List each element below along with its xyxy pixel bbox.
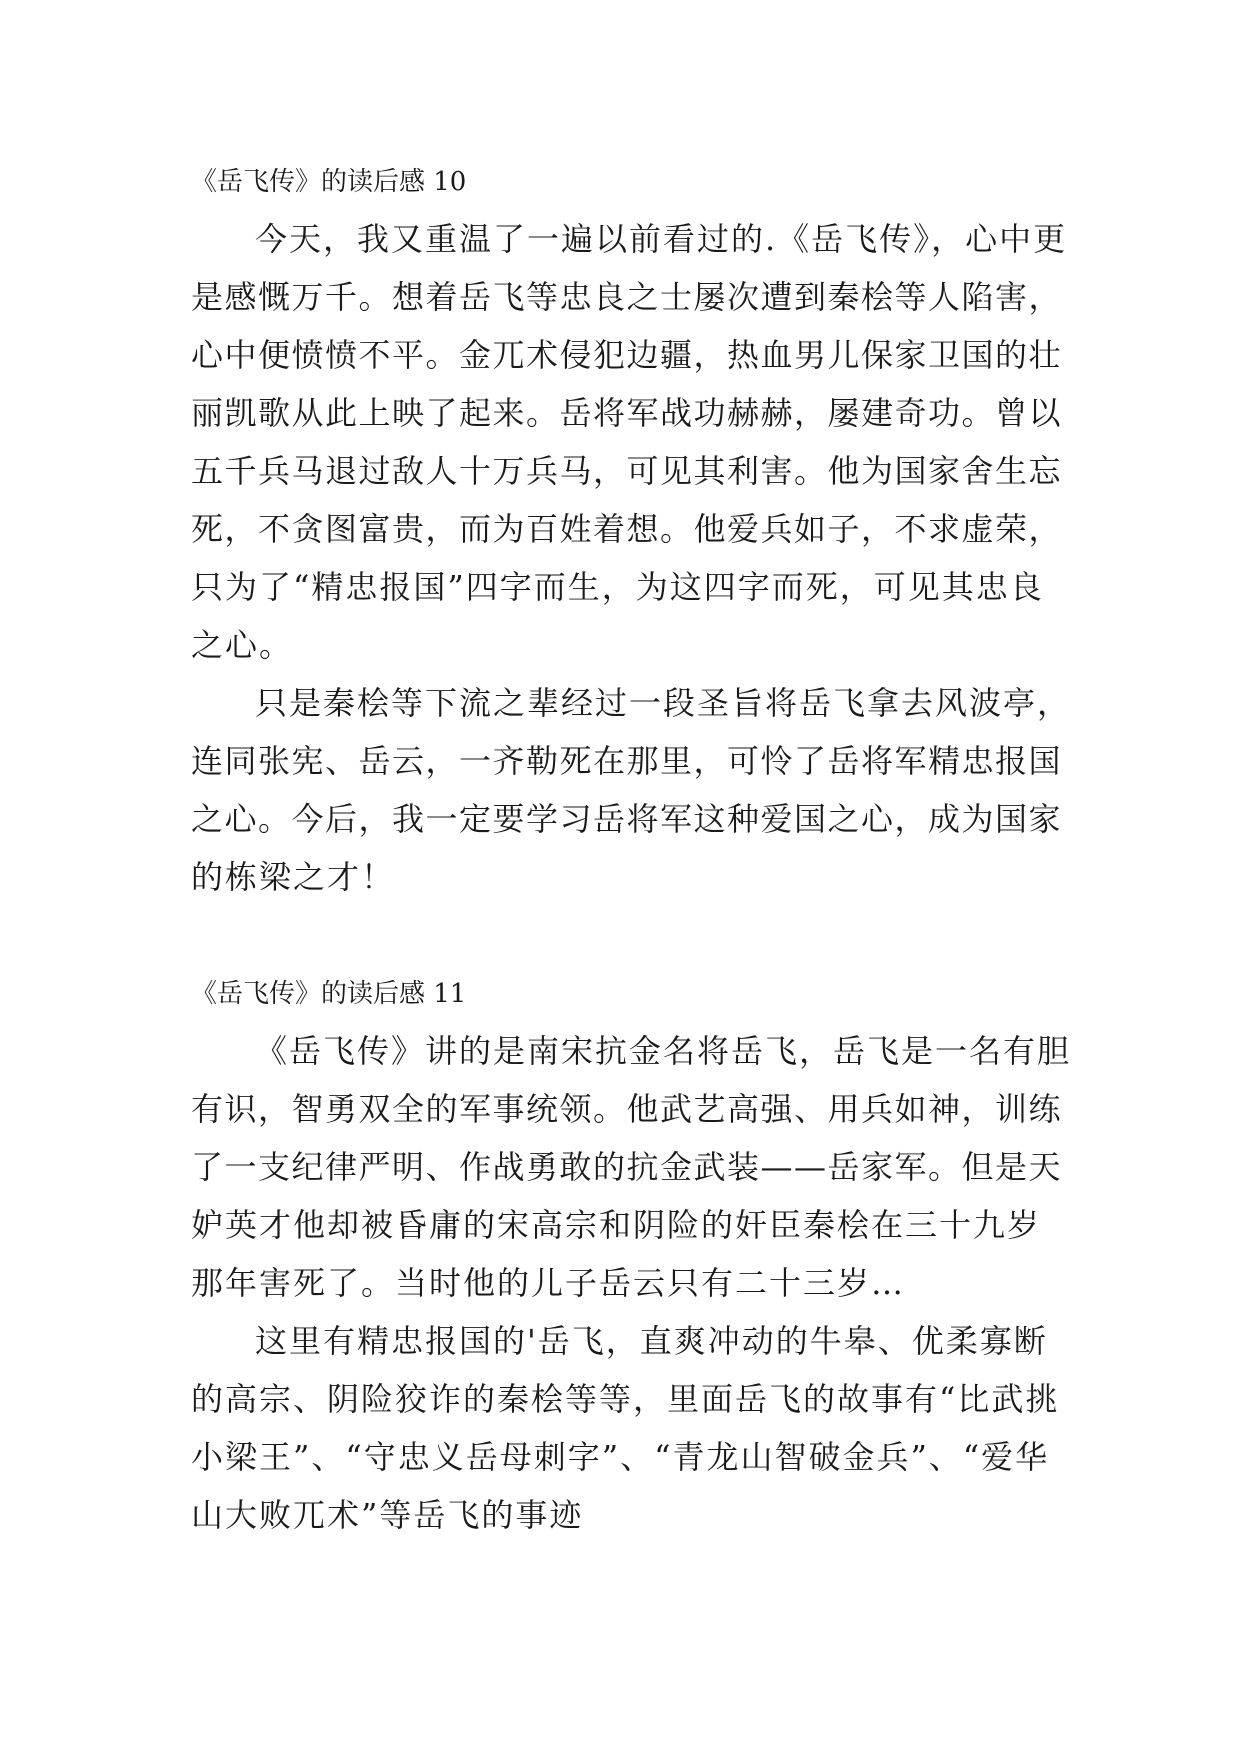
paragraph [191, 210, 1071, 674]
text-line: 小梁王”、“守忠义岳母刺字”、“青龙山智破金兵”、“爱华 [191, 1438, 1050, 1476]
text-line: 五千兵马退过敌人十万兵马，可见其利害。他为国家舍生忘 [191, 452, 1063, 490]
text-line: 的栋梁之才！ [191, 858, 396, 896]
text-line: 死，不贪图富贵，而为百姓着想。他爱兵如子，不求虚荣， [191, 510, 1063, 548]
text-line: 了一支纪律严明、作战勇敢的抗金武装——岳家军。但是天 [191, 1148, 1063, 1186]
text-line: 心中便愤愤不平。金兀术侵犯边疆，热血男儿保家卫国的壮 [191, 336, 1063, 374]
text-line: 妒英才他却被昏庸的宋高宗和阴险的奸臣秦桧在三十九岁 [191, 1206, 1042, 1244]
section-heading: 《岳飞传》的读后感 11 [191, 979, 467, 1009]
paragraph [191, 1022, 1071, 1312]
text-line: 是感慨万千。想着岳飞等忠良之士屡次遭到秦桧等人陷害， [191, 278, 1063, 316]
text-line: 这里有精忠报国的'岳飞，直爽冲动的牛皋、优柔寡断 [255, 1322, 1048, 1360]
essay-section-10 [191, 160, 1071, 906]
text-line: 丽凯歌从此上映了起来。岳将军战功赫赫，屡建奇功。曾以 [191, 394, 1063, 432]
text-line: 只是秦桧等下流之辈经过一段圣旨将岳飞拿去风波亭， [255, 684, 1072, 722]
text-line: 今天，我又重温了一遍以前看过的.《岳飞传》，心中更 [255, 220, 1068, 258]
text-line: 的高宗、阴险狡诈的秦桧等等，里面岳飞的故事有“比武挑 [191, 1380, 1060, 1418]
text-line: 那年害死了。当时他的儿子岳云只有二十三岁… [191, 1264, 906, 1302]
text-line: 之心。 [191, 626, 294, 664]
text-line: 之心。今后，我一定要学习岳将军这种爱国之心，成为国家 [191, 800, 1063, 838]
paragraph [191, 674, 1071, 906]
text-line: 有识，智勇双全的军事统领。他武艺高强、用兵如神，训练 [191, 1090, 1063, 1128]
text-line: 只为了“精忠报国”四字而生，为这四字而死，可见其忠良 [191, 568, 1044, 606]
text-line: 山大败兀术”等岳飞的事迹 [191, 1496, 584, 1534]
essay-section-11 [191, 972, 1071, 1544]
paragraph [191, 1312, 1071, 1544]
text-line: 连同张宪、岳云，一齐勒死在那里，可怜了岳将军精忠报国 [191, 742, 1063, 780]
section-heading: 《岳飞传》的读后感 10 [191, 167, 467, 197]
text-line: 《岳飞传》讲的是南宋抗金名将岳飞，岳飞是一名有胆 [255, 1032, 1072, 1070]
